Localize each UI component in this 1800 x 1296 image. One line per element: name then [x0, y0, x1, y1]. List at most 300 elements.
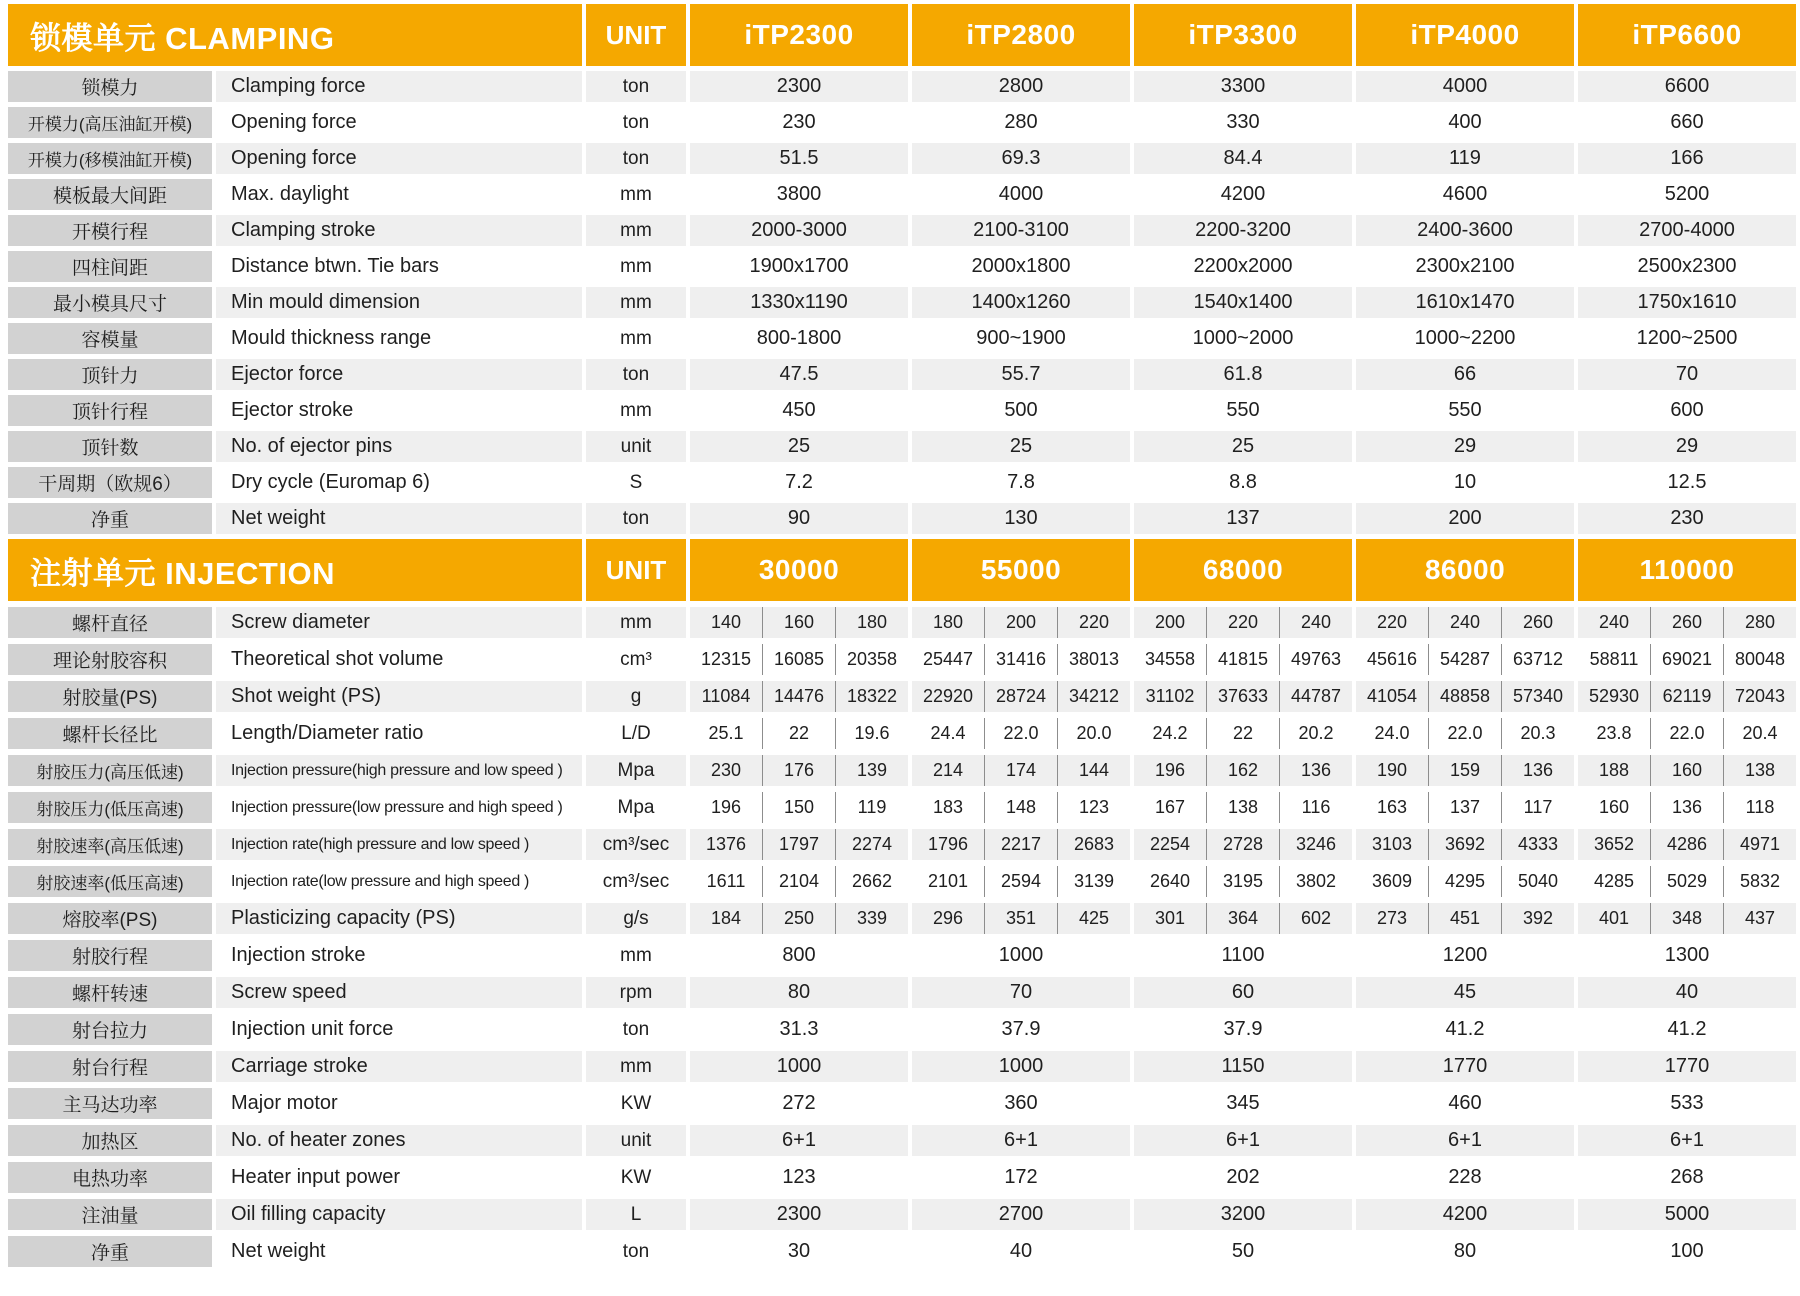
- value-cell: 268: [1578, 1162, 1796, 1193]
- model-value-group: [690, 607, 908, 638]
- value-cell: 34212: [1057, 681, 1130, 712]
- value-cell: 6+1: [1578, 1125, 1796, 1156]
- value-cell: 500: [912, 395, 1130, 426]
- model-value-group: [1578, 644, 1796, 675]
- model-header-itp2300: iTP2300: [690, 4, 908, 66]
- model-value-group: [1134, 607, 1352, 638]
- value-cell: 22.0: [1428, 718, 1501, 749]
- table-row: [8, 940, 1800, 971]
- value-cell: 1200~2500: [1578, 323, 1796, 354]
- row-label-en: Ejector force: [216, 359, 582, 390]
- value-cell: 37633: [1206, 681, 1279, 712]
- value-cell: 49763: [1279, 644, 1352, 675]
- value-cell: 130: [912, 503, 1130, 534]
- model-value-group: [912, 903, 1130, 934]
- model-value-group: [1134, 903, 1352, 934]
- value-cell: 1400x1260: [912, 287, 1130, 318]
- row-unit: mm: [586, 287, 686, 318]
- model-value-group: [1134, 866, 1352, 897]
- model-value-group: [1356, 903, 1574, 934]
- row-unit: KW: [586, 1162, 686, 1193]
- value-cell: 12.5: [1578, 467, 1796, 498]
- value-cell: 20.3: [1501, 718, 1574, 749]
- value-cell: 22.0: [984, 718, 1057, 749]
- row-label-en: Screw speed: [216, 977, 582, 1008]
- value-cell: 1750x1610: [1578, 287, 1796, 318]
- value-cell: 1796: [927, 834, 969, 854]
- value-cell: 1000~2200: [1356, 323, 1574, 354]
- value-cell: 364: [1206, 903, 1279, 934]
- value-cell: 166: [1578, 143, 1796, 174]
- value-cell: 2200-3200: [1134, 215, 1352, 246]
- value-cell: 41.2: [1356, 1014, 1574, 1045]
- value-cell: 162: [1206, 755, 1279, 786]
- value-cell: 29: [1578, 431, 1796, 462]
- row-label-en: Opening force: [216, 143, 582, 174]
- table-row: [8, 503, 1800, 534]
- row-unit: mm: [586, 940, 686, 971]
- value-cell: 24.0: [1374, 723, 1410, 743]
- row-unit: mm: [586, 1051, 686, 1082]
- value-cell: 100: [1578, 1236, 1796, 1267]
- value-cell: 183: [932, 797, 964, 817]
- row-unit: mm: [586, 215, 686, 246]
- row-label-en: Clamping stroke: [216, 215, 582, 246]
- model-value-group: [690, 866, 908, 897]
- row-unit: ton: [586, 107, 686, 138]
- value-cell: 3103: [1371, 834, 1413, 854]
- row-label-cn: 射胶速率(高压低速): [8, 829, 212, 860]
- table-row: [8, 903, 1800, 934]
- row-label-en: Plasticizing capacity (PS): [216, 903, 582, 934]
- value-cell: 2101: [927, 871, 969, 891]
- value-cell: 451: [1428, 903, 1501, 934]
- model-value-group: [690, 681, 908, 712]
- model-value-group: [912, 866, 1130, 897]
- value-cell: 3802: [1279, 866, 1352, 897]
- row-unit: cm³: [586, 644, 686, 675]
- row-label-en: Opening force: [216, 107, 582, 138]
- value-cell: 136: [1279, 755, 1352, 786]
- injection-unit-header: UNIT: [586, 539, 686, 601]
- row-label-cn: 加热区: [8, 1125, 212, 1156]
- value-cell: 260: [1650, 607, 1723, 638]
- row-label-cn: 锁模力: [8, 71, 212, 102]
- value-cell: 202: [1134, 1162, 1352, 1193]
- row-unit: mm: [586, 323, 686, 354]
- model-header-itp3300: iTP3300: [1134, 4, 1352, 66]
- value-cell: 7.2: [690, 467, 908, 498]
- model-value-group: [1578, 829, 1796, 860]
- value-cell: 3300: [1134, 71, 1352, 102]
- value-cell: 14476: [762, 681, 835, 712]
- value-cell: 180: [932, 612, 964, 632]
- value-cell: 2000x1800: [912, 251, 1130, 282]
- row-label-en: Dry cycle (Euromap 6): [216, 467, 582, 498]
- value-cell: 2217: [984, 829, 1057, 860]
- model-value-group: [1134, 792, 1352, 823]
- model-header-itp4000: iTP4000: [1356, 4, 1574, 66]
- value-cell: 5029: [1650, 866, 1723, 897]
- model-value-group: [1356, 866, 1574, 897]
- row-label-cn: 开模行程: [8, 215, 212, 246]
- clamping-rows: [8, 71, 1800, 534]
- value-cell: 31.3: [690, 1014, 908, 1045]
- value-cell: 25447: [922, 649, 974, 669]
- value-cell: 2400-3600: [1356, 215, 1574, 246]
- value-cell: 4971: [1723, 829, 1796, 860]
- model-value-group: [1134, 718, 1352, 749]
- model-value-group: [690, 718, 908, 749]
- row-label-en: Injection rate(low pressure and high speed ): [216, 866, 582, 897]
- value-cell: 41815: [1206, 644, 1279, 675]
- value-cell: 6+1: [690, 1125, 908, 1156]
- row-label-cn: 四柱间距: [8, 251, 212, 282]
- value-cell: 150: [762, 792, 835, 823]
- value-cell: 2700: [912, 1199, 1130, 1230]
- value-cell: 45: [1356, 977, 1574, 1008]
- table-row: [8, 1051, 1800, 1082]
- value-cell: 160: [1650, 755, 1723, 786]
- row-label-en: Length/Diameter ratio: [216, 718, 582, 749]
- table-row: [8, 607, 1800, 638]
- injection-unit-header-68000: 68000: [1134, 539, 1352, 601]
- value-cell: 280: [1723, 607, 1796, 638]
- row-unit: mm: [586, 607, 686, 638]
- value-cell: 25: [1134, 431, 1352, 462]
- row-label-cn: 顶针行程: [8, 395, 212, 426]
- value-cell: 41.2: [1578, 1014, 1796, 1045]
- value-cell: 1330x1190: [690, 287, 908, 318]
- model-value-group: [1578, 792, 1796, 823]
- model-value-group: [690, 755, 908, 786]
- value-cell: 1610x1470: [1356, 287, 1574, 318]
- value-cell: 136: [1650, 792, 1723, 823]
- value-cell: 2594: [984, 866, 1057, 897]
- row-label-cn: 开模力(高压油缸开模): [8, 107, 212, 138]
- value-cell: 38013: [1057, 644, 1130, 675]
- row-label-en: No. of ejector pins: [216, 431, 582, 462]
- value-cell: 550: [1356, 395, 1574, 426]
- row-unit: Mpa: [586, 755, 686, 786]
- table-row: [8, 359, 1800, 390]
- value-cell: 5000: [1578, 1199, 1796, 1230]
- value-cell: 220: [1206, 607, 1279, 638]
- model-value-group: [912, 644, 1130, 675]
- value-cell: 2300x2100: [1356, 251, 1574, 282]
- value-cell: 25: [690, 431, 908, 462]
- table-row: [8, 71, 1800, 102]
- value-cell: 1540x1400: [1134, 287, 1352, 318]
- row-label-en: Shot weight (PS): [216, 681, 582, 712]
- value-cell: 69.3: [912, 143, 1130, 174]
- row-label-cn: 理论射胶容积: [8, 644, 212, 675]
- value-cell: 11084: [701, 686, 751, 706]
- table-row: [8, 681, 1800, 712]
- value-cell: 138: [1206, 792, 1279, 823]
- value-cell: 392: [1501, 903, 1574, 934]
- table-row: [8, 395, 1800, 426]
- value-cell: 6+1: [1356, 1125, 1574, 1156]
- row-unit: g: [586, 681, 686, 712]
- value-cell: 200: [984, 607, 1057, 638]
- value-cell: 2640: [1149, 871, 1191, 891]
- value-cell: 54287: [1428, 644, 1501, 675]
- value-cell: 339: [835, 903, 908, 934]
- value-cell: 144: [1057, 755, 1130, 786]
- value-cell: 117: [1501, 792, 1574, 823]
- value-cell: 240: [1279, 607, 1352, 638]
- injection-header-row: [8, 539, 1800, 601]
- model-value-group: [1134, 681, 1352, 712]
- table-row: [8, 143, 1800, 174]
- row-label-en: Major motor: [216, 1088, 582, 1119]
- value-cell: 123: [690, 1162, 908, 1193]
- value-cell: 450: [690, 395, 908, 426]
- value-cell: 1376: [705, 834, 747, 854]
- value-cell: 20.4: [1723, 718, 1796, 749]
- value-cell: 118: [1723, 792, 1796, 823]
- value-cell: 28724: [984, 681, 1057, 712]
- value-cell: 2300: [690, 1199, 908, 1230]
- table-row: [8, 1236, 1800, 1267]
- model-value-group: [1134, 829, 1352, 860]
- row-label-en: Theoretical shot volume: [216, 644, 582, 675]
- value-cell: 174: [984, 755, 1057, 786]
- row-label-en: Clamping force: [216, 71, 582, 102]
- row-unit: ton: [586, 503, 686, 534]
- row-label-cn: 容模量: [8, 323, 212, 354]
- value-cell: 31102: [1145, 686, 1195, 706]
- model-value-group: [1356, 718, 1574, 749]
- value-cell: 800: [690, 940, 908, 971]
- value-cell: 460: [1356, 1088, 1574, 1119]
- model-value-group: [1578, 903, 1796, 934]
- row-unit: ton: [586, 1236, 686, 1267]
- value-cell: 172: [912, 1162, 1130, 1193]
- row-unit: ton: [586, 71, 686, 102]
- value-cell: 533: [1578, 1088, 1796, 1119]
- value-cell: 2200x2000: [1134, 251, 1352, 282]
- value-cell: 1000: [912, 1051, 1130, 1082]
- value-cell: 220: [1057, 607, 1130, 638]
- table-row: [8, 792, 1800, 823]
- value-cell: 2300: [690, 71, 908, 102]
- model-value-group: [1356, 755, 1574, 786]
- value-cell: 4285: [1593, 871, 1635, 891]
- row-label-en: Ejector stroke: [216, 395, 582, 426]
- row-unit: S: [586, 467, 686, 498]
- table-row: [8, 287, 1800, 318]
- value-cell: 230: [690, 107, 908, 138]
- model-value-group: [1356, 792, 1574, 823]
- value-cell: 1300: [1578, 940, 1796, 971]
- value-cell: 280: [912, 107, 1130, 138]
- table-row: [8, 718, 1800, 749]
- value-cell: 159: [1428, 755, 1501, 786]
- row-label-cn: 净重: [8, 503, 212, 534]
- value-cell: 3692: [1428, 829, 1501, 860]
- value-cell: 119: [835, 792, 908, 823]
- value-cell: 2274: [835, 829, 908, 860]
- value-cell: 196: [1154, 760, 1186, 780]
- injection-unit-header-86000: 86000: [1356, 539, 1574, 601]
- value-cell: 24.2: [1152, 723, 1188, 743]
- row-unit: mm: [586, 395, 686, 426]
- value-cell: 176: [762, 755, 835, 786]
- row-label-en: Net weight: [216, 1236, 582, 1267]
- value-cell: 348: [1650, 903, 1723, 934]
- row-unit: mm: [586, 179, 686, 210]
- value-cell: 72043: [1723, 681, 1796, 712]
- value-cell: 400: [1356, 107, 1574, 138]
- value-cell: 22: [762, 718, 835, 749]
- value-cell: 296: [932, 908, 964, 928]
- value-cell: 345: [1134, 1088, 1352, 1119]
- model-value-group: [1578, 718, 1796, 749]
- model-value-group: [1134, 755, 1352, 786]
- value-cell: 1200: [1356, 940, 1574, 971]
- row-label-en: No. of heater zones: [216, 1125, 582, 1156]
- table-row: [8, 1088, 1800, 1119]
- value-cell: 214: [932, 760, 964, 780]
- value-cell: 60: [1134, 977, 1352, 1008]
- table-row: [8, 1014, 1800, 1045]
- value-cell: 25: [912, 431, 1130, 462]
- injection-unit-header-110000: 110000: [1578, 539, 1796, 601]
- value-cell: 90: [690, 503, 908, 534]
- value-cell: 23.8: [1596, 723, 1632, 743]
- model-value-group: [690, 792, 908, 823]
- value-cell: 600: [1578, 395, 1796, 426]
- value-cell: 44787: [1279, 681, 1352, 712]
- value-cell: 273: [1376, 908, 1408, 928]
- row-label-cn: 净重: [8, 1236, 212, 1267]
- row-unit: g/s: [586, 903, 686, 934]
- table-row: [8, 107, 1800, 138]
- row-label-cn: 顶针数: [8, 431, 212, 462]
- row-label-cn: 开模力(移模油缸开模): [8, 143, 212, 174]
- value-cell: 123: [1057, 792, 1130, 823]
- value-cell: 20358: [835, 644, 908, 675]
- row-label-cn: 射胶压力(高压低速): [8, 755, 212, 786]
- table-row: [8, 215, 1800, 246]
- model-value-group: [1356, 607, 1574, 638]
- value-cell: 1100: [1134, 940, 1352, 971]
- value-cell: 230: [1578, 503, 1796, 534]
- value-cell: 1770: [1356, 1051, 1574, 1082]
- model-value-group: [912, 681, 1130, 712]
- value-cell: 220: [1376, 612, 1408, 632]
- row-unit: unit: [586, 1125, 686, 1156]
- value-cell: 2104: [762, 866, 835, 897]
- value-cell: 260: [1501, 607, 1574, 638]
- value-cell: 1000: [690, 1051, 908, 1082]
- value-cell: 900~1900: [912, 323, 1130, 354]
- value-cell: 3195: [1206, 866, 1279, 897]
- value-cell: 184: [710, 908, 742, 928]
- value-cell: 22: [1206, 718, 1279, 749]
- value-cell: 7.8: [912, 467, 1130, 498]
- value-cell: 230: [710, 760, 742, 780]
- value-cell: 4200: [1134, 179, 1352, 210]
- model-header-itp2800: iTP2800: [912, 4, 1130, 66]
- model-value-group: [912, 718, 1130, 749]
- value-cell: 29: [1356, 431, 1574, 462]
- value-cell: 167: [1154, 797, 1186, 817]
- value-cell: 160: [1598, 797, 1630, 817]
- row-label-cn: 射台拉力: [8, 1014, 212, 1045]
- row-unit: KW: [586, 1088, 686, 1119]
- value-cell: 5832: [1723, 866, 1796, 897]
- table-row: [8, 251, 1800, 282]
- value-cell: 4000: [912, 179, 1130, 210]
- value-cell: 22.0: [1650, 718, 1723, 749]
- row-label-en: Max. daylight: [216, 179, 582, 210]
- table-row: [8, 431, 1800, 462]
- value-cell: 2000-3000: [690, 215, 908, 246]
- model-value-group: [912, 792, 1130, 823]
- value-cell: 351: [984, 903, 1057, 934]
- value-cell: 2662: [835, 866, 908, 897]
- value-cell: 240: [1428, 607, 1501, 638]
- table-row: [8, 829, 1800, 860]
- model-value-group: [912, 755, 1130, 786]
- row-label-en: Injection rate(high pressure and low speed ): [216, 829, 582, 860]
- value-cell: 6+1: [912, 1125, 1130, 1156]
- value-cell: 84.4: [1134, 143, 1352, 174]
- model-value-group: [1578, 755, 1796, 786]
- model-value-group: [1356, 644, 1574, 675]
- row-label-cn: 螺杆长径比: [8, 718, 212, 749]
- value-cell: 58811: [1589, 649, 1639, 669]
- value-cell: 24.4: [930, 723, 966, 743]
- table-row: [8, 1162, 1800, 1193]
- row-label-en: Injection stroke: [216, 940, 582, 971]
- row-label-en: Carriage stroke: [216, 1051, 582, 1082]
- value-cell: 25.1: [708, 723, 744, 743]
- value-cell: 116: [1279, 792, 1352, 823]
- value-cell: 200: [1356, 503, 1574, 534]
- value-cell: 4200: [1356, 1199, 1574, 1230]
- value-cell: 2500x2300: [1578, 251, 1796, 282]
- value-cell: 66: [1356, 359, 1574, 390]
- row-label-cn: 干周期（欧规6）: [8, 467, 212, 498]
- value-cell: 2728: [1206, 829, 1279, 860]
- row-label-cn: 顶针力: [8, 359, 212, 390]
- value-cell: 190: [1376, 760, 1408, 780]
- value-cell: 4286: [1650, 829, 1723, 860]
- row-label-cn: 射胶速率(低压高速): [8, 866, 212, 897]
- model-header-itp6600: iTP6600: [1578, 4, 1796, 66]
- row-label-cn: 射台行程: [8, 1051, 212, 1082]
- model-value-group: [1578, 681, 1796, 712]
- model-value-group: [1356, 829, 1574, 860]
- value-cell: 22920: [922, 686, 974, 706]
- value-cell: 196: [710, 797, 742, 817]
- value-cell: 55.7: [912, 359, 1130, 390]
- value-cell: 6+1: [1134, 1125, 1352, 1156]
- model-value-group: [1356, 681, 1574, 712]
- value-cell: 16085: [762, 644, 835, 675]
- row-label-en: Mould thickness range: [216, 323, 582, 354]
- model-value-group: [1578, 866, 1796, 897]
- value-cell: 31416: [984, 644, 1057, 675]
- row-unit: L: [586, 1199, 686, 1230]
- model-value-group: [912, 607, 1130, 638]
- row-label-en: Distance btwn. Tie bars: [216, 251, 582, 282]
- value-cell: 2700-4000: [1578, 215, 1796, 246]
